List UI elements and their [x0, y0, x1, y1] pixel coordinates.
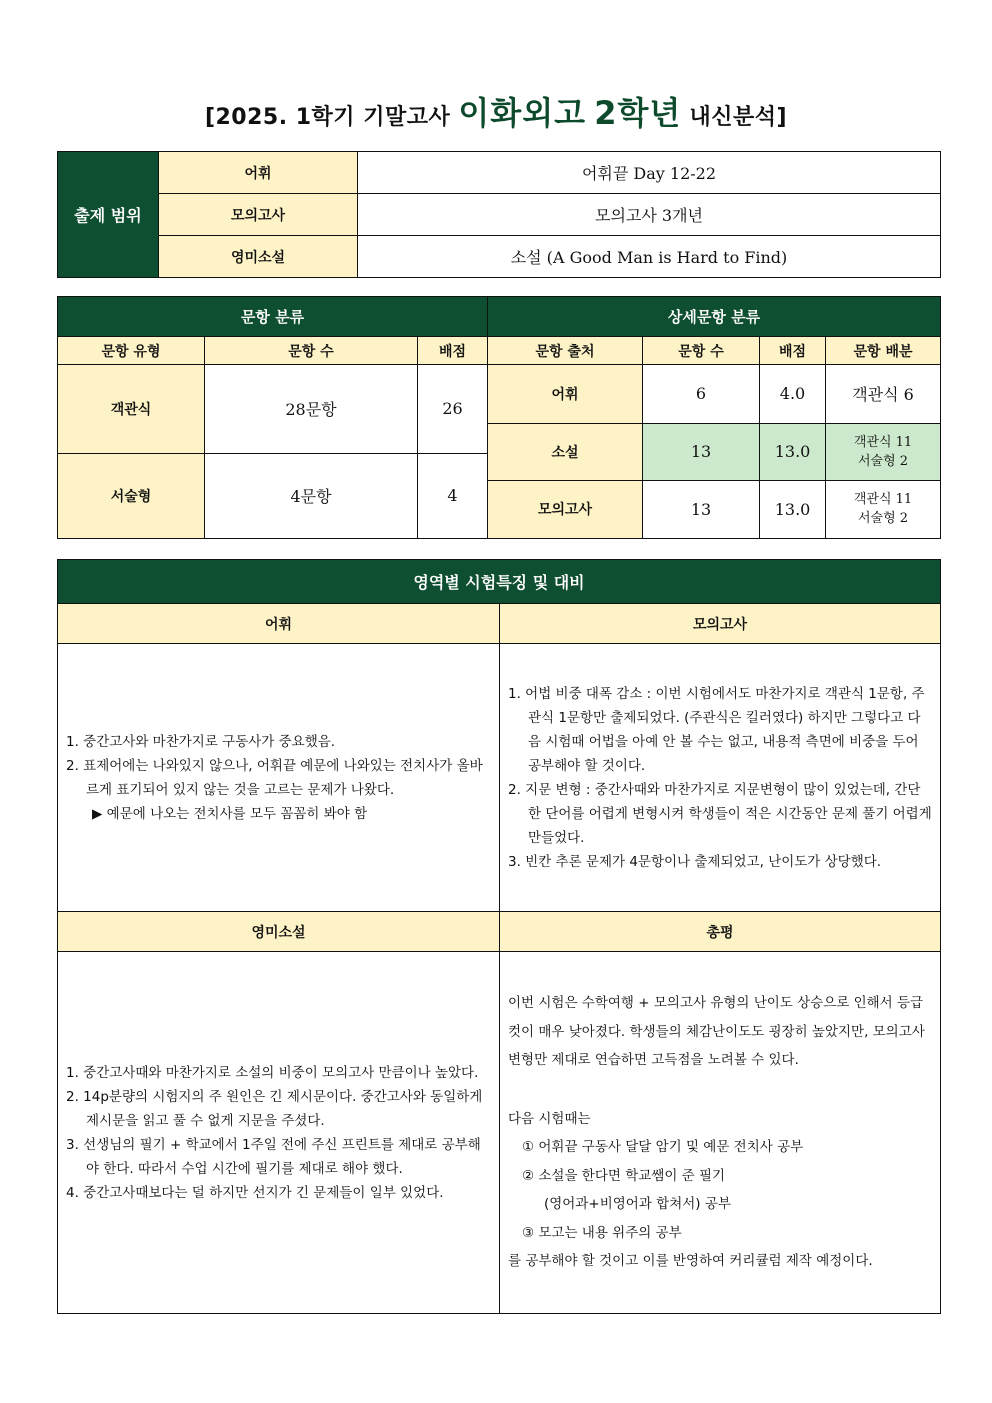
- distribution-line: 객관식 11: [853, 434, 913, 450]
- scope-name: 어휘: [159, 152, 358, 194]
- scope-value: 모의고사 3개년: [358, 194, 941, 236]
- scope-name: 모의고사: [159, 194, 358, 236]
- summary-section-title: 총평: [500, 912, 941, 952]
- summary-plan-item: ① 어휘끝 구동사 달달 암기 및 예문 전치사 공부: [522, 1139, 804, 1156]
- count-cell: 13: [643, 423, 760, 480]
- score-cell: 13.0: [760, 480, 826, 538]
- count-cell: 6: [643, 365, 760, 423]
- mock-section-body: [500, 644, 941, 912]
- title-grade: 2학년: [594, 94, 682, 132]
- column-header: 문항 수: [643, 337, 760, 365]
- features-title: 영역별 시험특징 및 대비: [58, 560, 941, 604]
- vocab-note: ▶ 예문에 나오는 전치사를 모두 꼼꼼히 봐야 함: [92, 805, 368, 822]
- title-school: 이화외고: [458, 94, 587, 132]
- summary-closing: 를 공부해야 할 것이고 이를 반영하여 커리큘럼 제작 예정이다.: [508, 1253, 873, 1270]
- list-item: 3. 빈칸 추론 문제가 4문항이나 출제되었고, 난이도가 상당했다.: [508, 853, 882, 870]
- count-cell: 13: [643, 480, 760, 538]
- summary-section-body: [500, 952, 941, 1314]
- summary-next-label: 다음 시험때는: [508, 1110, 591, 1127]
- summary-paragraph: 이번 시험은 수학여행 + 모의고사 유형의 난이도 상승으로 인해서 등급컷이 매우 낮아졌다. 학생들의 체감난이도도 굉장히 높았지만, 모의고사 변형만 제대로 연습하면 고득점을 노려볼 수 있다.: [508, 995, 925, 1069]
- page-title: [0, 88, 992, 134]
- classification-table: [57, 296, 941, 539]
- scope-name: 영미소설: [159, 236, 358, 278]
- list-item: 3. 선생님의 필기 + 학교에서 1주일 전에 주신 프린트를 제대로 공부해야 한다. 따라서 수업 시간에 필기를 제대로 해야 했다.: [66, 1136, 481, 1177]
- scope-table: [57, 151, 941, 278]
- vocab-section-body: [58, 644, 500, 912]
- scope-label: 출제 범위: [58, 152, 159, 278]
- features-table: [57, 559, 941, 1314]
- classification-left-title: 문항 분류: [58, 297, 488, 337]
- score-cell: 4.0: [760, 365, 826, 423]
- scope-row: [58, 152, 941, 194]
- mock-section-title: 모의고사: [500, 604, 941, 644]
- summary-plan-item: ③ 모고는 내용 위주의 공부: [522, 1224, 682, 1241]
- distribution-cell: 객관식 6: [826, 365, 941, 423]
- list-item: 1. 중간고사때와 마찬가지로 소설의 비중이 모의고사 만큼이나 높았다.: [66, 1064, 479, 1081]
- list-item: 2. 표제어에는 나와있지 않으나, 어휘끝 예문에 나와있는 전치사가 올바르게 표기되어 있지 않는 것을 고르는 문제가 나왔다.: [66, 757, 483, 798]
- column-header: 문항 유형: [58, 337, 205, 365]
- column-header: 배점: [418, 337, 488, 365]
- list-item: 2. 14p분량의 시험지의 주 원인은 긴 제시문이다. 중간고사와 동일하게 제시문을 읽고 풀 수 없게 지문을 주셨다.: [66, 1088, 483, 1129]
- source-cell: 어휘: [488, 365, 643, 423]
- count-cell: 4문항: [205, 453, 418, 538]
- type-cell: 서술형: [58, 453, 205, 538]
- column-header: 문항 수: [205, 337, 418, 365]
- column-header: 문항 배분: [826, 337, 941, 365]
- distribution-line: 객관식 11: [853, 492, 913, 508]
- list-item: 1. 어법 비중 대폭 감소 : 이번 시험에서도 마찬가지로 객관식 1문항, 주관식 1문항만 출제되었다. (주관식은 킬러였다) 하지만 그렇다고 다음 시험때 어법을 아예 안 볼 수는 없고, 내용적 측면에 비중을 두어 공부해야 할 것이다.: [508, 685, 925, 774]
- score-cell: 13.0: [760, 423, 826, 480]
- vocab-section-title: 어휘: [58, 604, 500, 644]
- summary-plan-item: ② 소설을 한다면 학교쌤이 준 필기: [522, 1167, 726, 1184]
- score-cell: 26: [418, 365, 488, 453]
- type-cell: 객관식: [58, 365, 205, 453]
- source-cell: 모의고사: [488, 480, 643, 538]
- distribution-cell: [826, 480, 941, 538]
- scope-value: 어휘끝 Day 12-22: [358, 152, 941, 194]
- score-cell: 4: [418, 453, 488, 538]
- column-header: 배점: [760, 337, 826, 365]
- distribution-line: 서술형 2: [857, 453, 909, 469]
- scope-value: 소설 (A Good Man is Hard to Find): [358, 236, 941, 278]
- title-prefix: [2025. 1학기 기말고사: [204, 105, 451, 130]
- novel-section-body: [58, 952, 500, 1314]
- scope-row: [58, 236, 941, 278]
- count-cell: 28문항: [205, 365, 418, 453]
- title-suffix: 내신분석]: [689, 105, 788, 130]
- list-item: 2. 지문 변형 : 중간사때와 마찬가지로 지문변형이 많이 있었는데, 간단한 단어를 어렵게 변형시켜 학생들이 적은 시간동안 문제 풀기 어렵게 만들었다.: [508, 781, 932, 846]
- novel-section-title: 영미소설: [58, 912, 500, 952]
- classification-right-title: 상세문항 분류: [488, 297, 941, 337]
- distribution-line: 서술형 2: [857, 511, 909, 527]
- list-item: 4. 중간고사때보다는 덜 하지만 선지가 긴 문제들이 일부 있었다.: [66, 1184, 444, 1201]
- column-header: 문항 출처: [488, 337, 643, 365]
- scope-row: [58, 194, 941, 236]
- distribution-cell: [826, 423, 941, 480]
- source-cell: 소설: [488, 423, 643, 480]
- list-item: 1. 중간고사와 마찬가지로 구동사가 중요했음.: [66, 733, 336, 750]
- summary-plan-item: (영어과+비영어과 합쳐서) 공부: [544, 1196, 731, 1213]
